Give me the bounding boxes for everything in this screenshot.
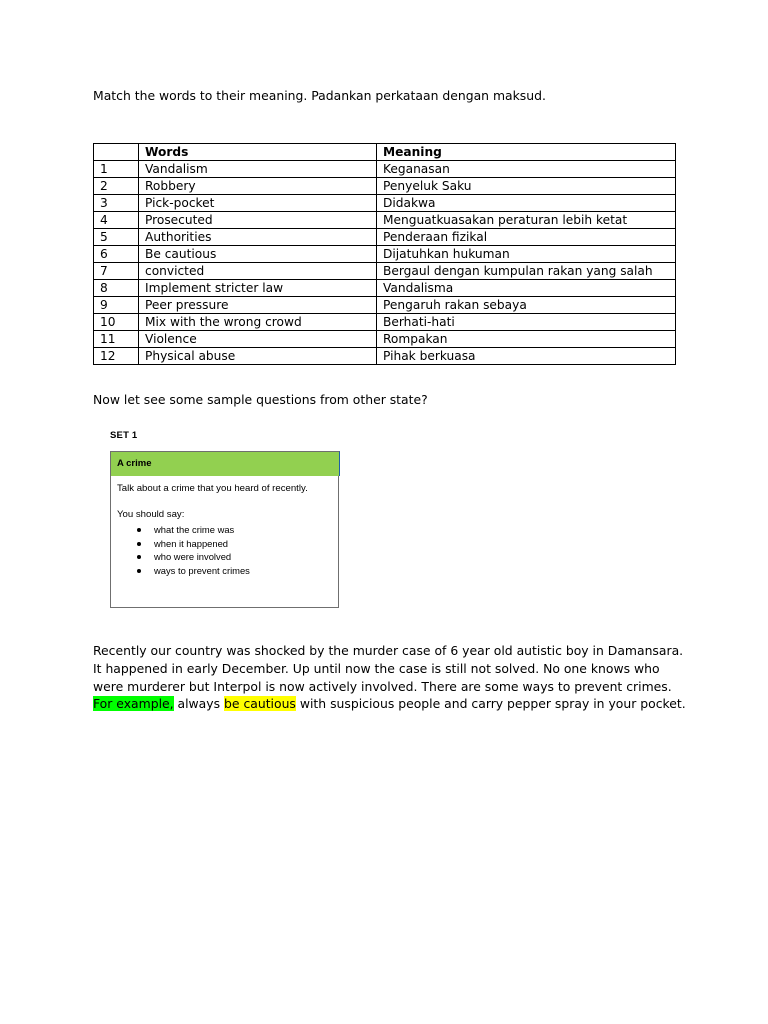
row-number: 11 <box>94 331 139 348</box>
row-word: convicted <box>139 263 377 280</box>
table-row <box>94 229 676 246</box>
cue-card-figure <box>110 428 340 610</box>
list-item: when it happened <box>135 537 250 551</box>
list-item: who were involved <box>135 550 250 564</box>
vocabulary-table <box>93 143 676 365</box>
row-meaning: Menguatkuasakan peraturan lebih ketat <box>377 212 676 229</box>
list-item: ways to prevent crimes <box>135 564 250 578</box>
header-meaning: Meaning <box>377 144 676 161</box>
bullet-icon <box>137 528 141 532</box>
table-row <box>94 280 676 297</box>
paragraph-text-end: with suspicious people and carry pepper spray in your pocket. <box>295 696 686 712</box>
row-number: 12 <box>94 348 139 365</box>
sample-answer-paragraph <box>93 642 693 713</box>
row-number: 4 <box>94 212 139 229</box>
row-number: 1 <box>94 161 139 178</box>
row-number: 9 <box>94 297 139 314</box>
table-row <box>94 178 676 195</box>
row-number: 10 <box>94 314 139 331</box>
row-number: 7 <box>94 263 139 280</box>
row-number: 5 <box>94 229 139 246</box>
row-number: 2 <box>94 178 139 195</box>
row-word: Implement stricter law <box>139 280 377 297</box>
row-meaning: Penyeluk Saku <box>377 178 676 195</box>
row-word: Pick-pocket <box>139 195 377 212</box>
set-label: SET 1 <box>110 430 138 441</box>
list-item: what the crime was <box>135 523 250 537</box>
row-meaning: Bergaul dengan kumpulan rakan yang salah <box>377 263 676 280</box>
table-row <box>94 263 676 280</box>
instruction-text: Match the words to their meaning. Padankan perkataan dengan maksud. <box>93 88 546 103</box>
row-meaning: Berhati-hati <box>377 314 676 331</box>
row-meaning: Pihak berkuasa <box>377 348 676 365</box>
table-row <box>94 246 676 263</box>
table-row <box>94 161 676 178</box>
cue-card-title: A crime <box>117 458 152 469</box>
highlight-for-example: For example, <box>93 696 174 712</box>
cue-card-header <box>111 451 340 476</box>
row-meaning: Penderaan fizikal <box>377 229 676 246</box>
row-word: Peer pressure <box>139 297 377 314</box>
sample-questions-lead: Now let see some sample questions from other state? <box>93 392 428 407</box>
bullet-icon <box>137 555 141 559</box>
table-row <box>94 314 676 331</box>
bullet-icon <box>137 542 141 546</box>
cue-card-points <box>135 523 250 577</box>
row-word: Vandalism <box>139 161 377 178</box>
table-body <box>94 161 676 365</box>
row-number: 8 <box>94 280 139 297</box>
row-number: 3 <box>94 195 139 212</box>
paragraph-text-mid: always <box>173 696 225 712</box>
paragraph-text: Recently our country was shocked by the murder case of 6 year old autistic boy in Damansara. It happened in early December. Up until now the case is still not solved. No one knows who were murderer but Interpol is now actively involved. There are some ways to prevent crimes. <box>93 643 684 694</box>
bullet-icon <box>137 569 141 573</box>
row-meaning: Keganasan <box>377 161 676 178</box>
row-word: Prosecuted <box>139 212 377 229</box>
row-meaning: Dijatuhkan hukuman <box>377 246 676 263</box>
row-word: Be cautious <box>139 246 377 263</box>
row-word: Violence <box>139 331 377 348</box>
highlight-be-cautious: be cautious <box>224 696 296 712</box>
row-word: Robbery <box>139 178 377 195</box>
table-row <box>94 195 676 212</box>
row-meaning: Didakwa <box>377 195 676 212</box>
row-word: Mix with the wrong crowd <box>139 314 377 331</box>
cue-card <box>110 451 339 608</box>
row-word: Authorities <box>139 229 377 246</box>
header-number <box>94 144 139 161</box>
table-row <box>94 297 676 314</box>
cue-card-should-say: You should say: <box>117 509 185 520</box>
table-header-row <box>94 144 676 161</box>
cue-card-prompt: Talk about a crime that you heard of recently. <box>117 483 308 494</box>
row-word: Physical abuse <box>139 348 377 365</box>
table-row <box>94 331 676 348</box>
row-meaning: Pengaruh rakan sebaya <box>377 297 676 314</box>
header-words: Words <box>139 144 377 161</box>
row-number: 6 <box>94 246 139 263</box>
table-row <box>94 212 676 229</box>
row-meaning: Vandalisma <box>377 280 676 297</box>
table-row <box>94 348 676 365</box>
row-meaning: Rompakan <box>377 331 676 348</box>
